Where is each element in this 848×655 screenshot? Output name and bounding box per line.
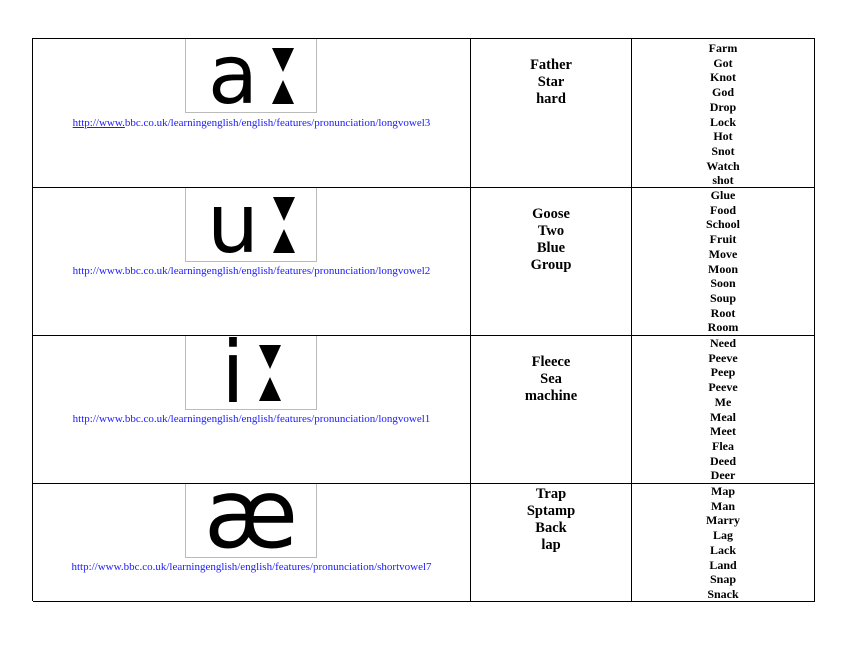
word: Soup	[709, 290, 737, 305]
example-words	[471, 57, 631, 108]
phonetic-symbol-image	[185, 322, 317, 423]
example-word: Goose	[532, 206, 570, 222]
word: God	[711, 85, 734, 100]
word: Room	[707, 320, 739, 335]
word: Peeve	[708, 350, 738, 365]
example-word: machine	[524, 388, 578, 404]
word: Glue	[710, 188, 736, 202]
example-word: Trap	[535, 486, 567, 502]
word: Deed	[710, 453, 736, 468]
word-list	[632, 41, 814, 188]
word: Land	[709, 557, 737, 572]
phonetic-symbol: u	[207, 176, 259, 272]
word: Move	[708, 246, 738, 261]
word-list	[632, 188, 814, 335]
symbol-cell	[33, 457, 471, 601]
word-list	[632, 336, 814, 483]
word: Fruit	[709, 232, 737, 247]
example-words	[471, 486, 631, 554]
word: Drop	[709, 99, 737, 114]
word: Root	[710, 305, 736, 320]
length-mark-icon	[273, 197, 295, 253]
word: Snot	[711, 143, 735, 158]
word: Snap	[709, 572, 737, 587]
example-word: Sea	[540, 371, 562, 387]
word: Need	[710, 336, 736, 350]
word: Flea	[712, 438, 734, 453]
examples-cell	[471, 188, 632, 335]
word: Knot	[709, 70, 736, 85]
word: Lag	[712, 528, 733, 543]
word: Lock	[709, 114, 736, 129]
phonetic-symbol: a	[207, 27, 259, 123]
word: Man	[711, 498, 735, 513]
word: Farm	[708, 41, 738, 55]
word: Meal	[710, 409, 736, 424]
pronunciation-link[interactable]: http://www.bbc.co.uk/learningenglish/english/features/pronunciation/longvowel1	[72, 413, 431, 425]
word: Meet	[710, 424, 736, 439]
phonetic-symbol: i	[221, 322, 245, 423]
word-list	[632, 484, 814, 602]
vowel-table	[32, 27, 815, 601]
length-mark-icon	[272, 48, 294, 104]
word: Moon	[708, 261, 738, 276]
symbol-cell	[33, 176, 471, 335]
word: Food	[709, 202, 736, 217]
word-list-cell	[632, 188, 815, 335]
word: Hot	[713, 129, 733, 144]
word: Deer	[710, 468, 736, 483]
word: Got	[713, 55, 733, 70]
pronunciation-link[interactable]: http://www.bbc.co.uk/learningenglish/english/features/pronunciation/longvowel3	[72, 117, 431, 129]
word: Watch	[706, 158, 740, 173]
examples-cell	[471, 336, 632, 483]
word: Marry	[706, 513, 740, 528]
example-word: Sptamp	[526, 503, 576, 519]
example-word: Group	[530, 257, 572, 273]
example-word: Father	[530, 57, 572, 73]
symbol-cell	[33, 27, 471, 187]
example-word: Blue	[536, 240, 566, 256]
word: Peeve	[708, 380, 738, 395]
word: shot	[712, 173, 734, 188]
example-word: lap	[541, 537, 561, 553]
example-word: Star	[537, 74, 565, 90]
phonetic-symbol-image	[185, 457, 317, 570]
example-word: Fleece	[531, 354, 571, 370]
examples-cell	[471, 484, 632, 601]
phonetic-symbol-image	[185, 27, 317, 123]
word: Me	[714, 394, 732, 409]
word-list-cell	[632, 336, 815, 483]
word: School	[705, 217, 740, 232]
table-row-long-a	[33, 27, 815, 188]
example-words	[471, 206, 631, 274]
length-mark-icon	[259, 345, 281, 401]
example-word: hard	[536, 91, 566, 107]
word: Map	[711, 484, 735, 498]
pronunciation-link[interactable]: http://www.bbc.co.uk/learningenglish/english/features/pronunciation/longvowel2	[72, 265, 431, 277]
word-list-cell	[632, 39, 815, 187]
word: Lack	[709, 542, 736, 557]
example-word: Two	[537, 223, 565, 239]
word-list-cell	[632, 484, 815, 601]
examples-cell	[471, 39, 632, 187]
phonetic-symbol-image	[185, 176, 317, 272]
phonetic-symbol: æ	[203, 457, 299, 570]
pronunciation-link[interactable]: http://www.bbc.co.uk/learningenglish/english/features/pronunciation/shortvowel7	[71, 561, 432, 573]
example-word: Back	[535, 520, 567, 536]
example-words	[471, 354, 631, 405]
word: Soon	[710, 276, 736, 291]
word: Peep	[710, 365, 736, 380]
word: Snack	[707, 586, 739, 601]
